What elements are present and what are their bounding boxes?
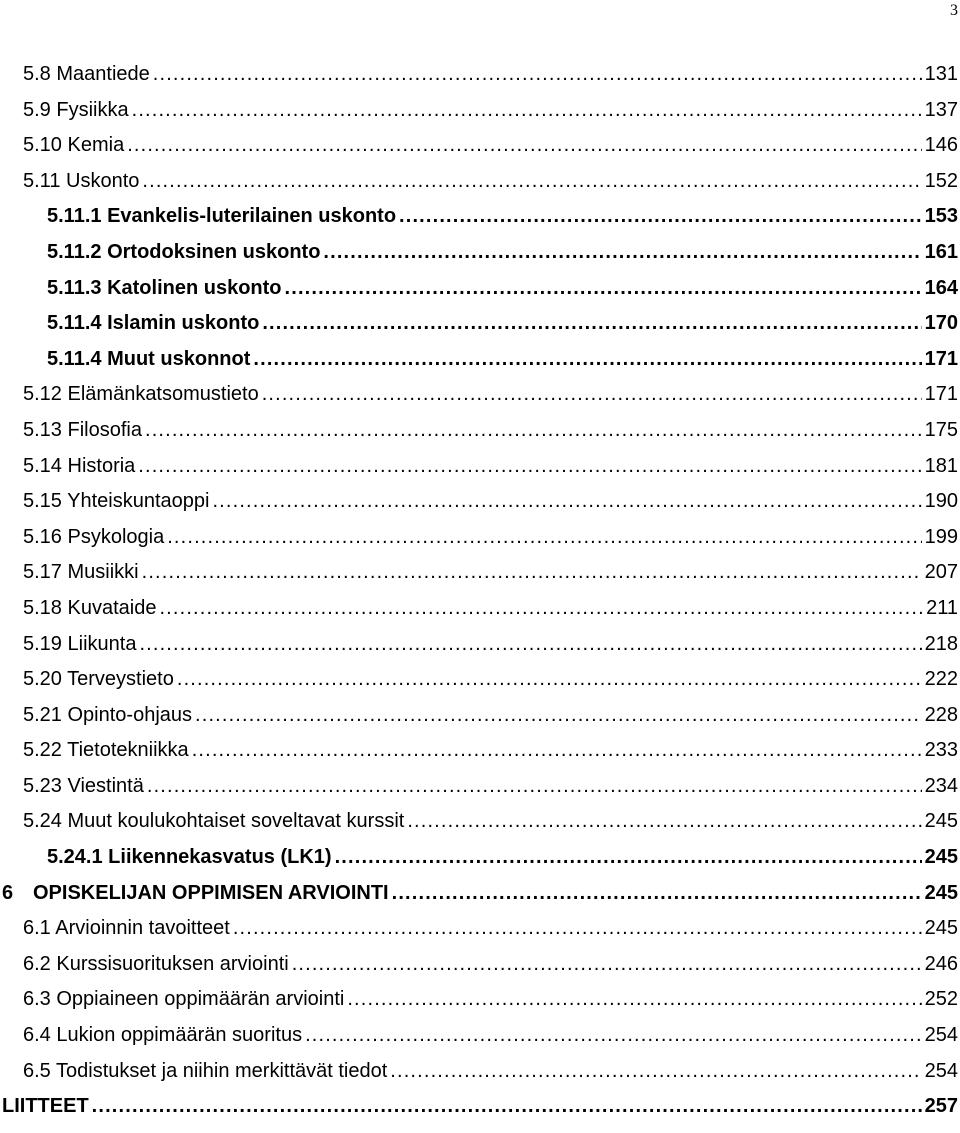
dot-leader — [335, 846, 922, 869]
toc-entry[interactable] — [0, 419, 960, 455]
toc-entry-page: 171 — [924, 383, 958, 406]
dot-leader — [92, 1095, 922, 1118]
toc-entry[interactable] — [0, 1060, 960, 1096]
toc-entry-title — [23, 775, 144, 798]
toc-entry-number: 6.4 — [23, 1024, 51, 1047]
toc-entry-page: 257 — [924, 1095, 958, 1118]
toc-entry-title — [23, 917, 230, 940]
toc-entry[interactable] — [0, 917, 960, 953]
dot-leader — [347, 988, 921, 1011]
toc-entry-number: 5.19 — [23, 632, 62, 655]
toc-entry-title — [47, 312, 259, 335]
toc-entry-text: Kuvataide — [67, 596, 157, 619]
toc-entry-text: Evankelis-luterilainen uskonto — [107, 205, 397, 228]
toc-entry[interactable] — [0, 597, 960, 633]
toc-entry-number: 5.13 — [23, 418, 62, 441]
toc-entry-title — [47, 277, 282, 300]
toc-entry-page: 190 — [924, 490, 958, 513]
toc-entry-page: 152 — [924, 169, 958, 192]
toc-entry-title — [23, 99, 129, 122]
toc-entry-text: Muut uskonnot — [107, 347, 251, 370]
toc-entry-page: 246 — [924, 952, 958, 975]
toc-entry[interactable] — [0, 846, 960, 882]
toc-entry[interactable] — [0, 668, 960, 704]
dot-leader — [159, 597, 923, 620]
toc-entry-page: 228 — [924, 703, 958, 726]
toc-entry-page: 164 — [924, 276, 958, 299]
dot-leader — [192, 739, 922, 762]
toc-entry-title — [23, 633, 136, 656]
toc-entry-number: 6.2 — [23, 952, 51, 975]
toc-entry-title — [23, 597, 156, 620]
toc-entry[interactable] — [0, 704, 960, 740]
toc-entry-page: 245 — [924, 846, 958, 869]
toc-entry[interactable] — [0, 99, 960, 135]
toc-entry[interactable] — [0, 205, 960, 241]
toc-entry-text: LIITTEET — [2, 1095, 89, 1118]
toc-entry-page: 207 — [924, 561, 958, 584]
toc-entry-title — [23, 134, 124, 157]
toc-entry-title — [23, 988, 344, 1011]
dot-leader — [127, 134, 921, 157]
toc-entry-number: 5.22 — [23, 739, 62, 762]
toc-entry-page: 175 — [924, 418, 958, 441]
toc-entry-number: 5.20 — [23, 668, 62, 691]
toc-entry-number: 5.11.3 — [47, 276, 102, 299]
toc-entry-number: 5.11.4 — [47, 312, 102, 335]
toc-entry-page: 199 — [924, 525, 958, 548]
toc-entry[interactable] — [0, 241, 960, 277]
dot-leader — [392, 882, 922, 905]
toc-entry-page: 153 — [924, 205, 958, 228]
toc-entry-text: Arvioinnin tavoitteet — [55, 917, 230, 940]
toc-entry-text: Fysiikka — [56, 98, 129, 121]
toc-entry-page: 252 — [924, 988, 958, 1011]
dot-leader — [407, 810, 921, 833]
toc-entry-title — [23, 668, 174, 691]
dot-leader — [292, 953, 922, 976]
toc-entry-number: 5.21 — [23, 703, 62, 726]
toc-entry-text: Kurssisuorituksen arviointi — [56, 952, 289, 975]
toc-entry-title — [23, 953, 289, 976]
page-number: 3 — [950, 2, 958, 19]
toc-entry-title — [23, 561, 139, 584]
toc-entry-number: 5.11.1 — [47, 205, 102, 228]
toc-entry-page: 234 — [924, 774, 958, 797]
toc-entry-page: 146 — [924, 134, 958, 157]
toc-entry-number: 5.9 — [23, 98, 51, 121]
toc-entry-text: Elämänkatsomustieto — [67, 383, 259, 406]
toc-entry-title — [47, 205, 396, 228]
toc-entry-page: 171 — [924, 347, 958, 370]
dot-leader — [212, 490, 921, 513]
toc-entry-text: Ortodoksinen uskonto — [107, 240, 321, 263]
toc-entry-title — [23, 739, 189, 762]
dot-leader — [145, 419, 922, 442]
toc-entry-title — [23, 170, 139, 193]
toc-entry[interactable] — [0, 1095, 960, 1131]
toc-entry-title — [23, 810, 404, 833]
toc-entry-number: 5.11.2 — [47, 240, 102, 263]
toc-entry-text: Katolinen uskonto — [107, 276, 282, 299]
toc-entry-title — [23, 490, 209, 513]
toc-entry-title — [23, 526, 164, 549]
toc-entry-number: 5.24 — [23, 810, 62, 833]
toc-entry-text: Uskonto — [66, 169, 140, 192]
toc-entry[interactable] — [0, 526, 960, 562]
toc-entry-number: 5.15 — [23, 490, 62, 513]
toc-entry[interactable] — [0, 348, 960, 384]
toc-entry-title — [23, 383, 259, 406]
toc-entry-text: Yhteiskuntaoppi — [67, 490, 210, 513]
dot-leader — [262, 312, 921, 335]
toc-entry-page: 245 — [924, 917, 958, 940]
toc-entry-number: 5.16 — [23, 525, 62, 548]
toc-entry[interactable] — [0, 312, 960, 348]
toc-entry-text: Liikennekasvatus (LK1) — [108, 846, 332, 869]
toc-entry-title — [23, 455, 135, 478]
dot-leader — [139, 633, 921, 656]
toc-entry-title — [23, 704, 192, 727]
dot-leader — [285, 277, 922, 300]
toc-entry-page: 170 — [924, 312, 958, 335]
toc-entry-number: 6.5 — [23, 1059, 51, 1082]
toc-entry-text: Psykologia — [67, 525, 165, 548]
toc-entry-text: Filosofia — [67, 418, 142, 441]
dot-leader — [153, 63, 922, 86]
dot-leader — [399, 205, 922, 228]
toc-entry-number: 5.18 — [23, 596, 62, 619]
toc-entry-text: Historia — [67, 454, 136, 477]
toc-entry-text: Tietotekniikka — [67, 739, 189, 762]
toc-entry-text: Oppiaineen oppimäärän arviointi — [56, 988, 345, 1011]
toc-entry-text: Maantiede — [56, 63, 150, 85]
toc-entry-title — [2, 882, 389, 905]
toc-entry-text: Islamin uskonto — [107, 312, 260, 335]
dot-leader — [138, 455, 921, 478]
toc-entry-number: 5.17 — [23, 561, 62, 584]
toc-entry-text: Lukion oppimäärän suoritus — [56, 1024, 303, 1047]
toc-entry-page: 245 — [924, 881, 958, 904]
toc-entry[interactable] — [0, 561, 960, 597]
toc-entry-number: 5.10 — [23, 134, 62, 157]
toc-entry-text: Muut koulukohtaiset soveltavat kurssit — [67, 810, 405, 833]
toc-entry-text: Todistukset ja niihin merkittävät tiedot — [56, 1059, 388, 1082]
toc-entry-page: 181 — [924, 454, 958, 477]
toc-entry-number: 6.3 — [23, 988, 51, 1011]
toc-entry-title — [23, 1060, 387, 1083]
toc-entry-number: 5.12 — [23, 383, 62, 406]
toc-entry-number: 5.23 — [23, 774, 62, 797]
dot-leader — [390, 1060, 921, 1083]
toc-entry-number: 6 — [2, 881, 14, 904]
dot-leader — [177, 668, 922, 691]
toc-entry-page: 137 — [924, 98, 958, 121]
toc-entry[interactable] — [0, 988, 960, 1024]
toc-entry-title — [23, 419, 142, 442]
toc-entry-page: 218 — [924, 632, 958, 655]
toc-entry[interactable] — [0, 170, 960, 206]
toc-entry-page: 254 — [924, 1059, 958, 1082]
dot-leader — [305, 1024, 922, 1047]
toc-entry[interactable] — [0, 633, 960, 669]
toc-entry[interactable] — [0, 277, 960, 313]
toc-entry-page: 222 — [924, 668, 958, 691]
toc-entry-text: Liikunta — [67, 632, 137, 655]
dot-leader — [147, 775, 922, 798]
toc-entry[interactable] — [0, 1024, 960, 1060]
toc-entry-number: 5.24.1 — [47, 846, 103, 869]
dot-leader — [323, 241, 921, 264]
dot-leader — [195, 704, 922, 727]
toc-entry-number: 6.1 — [23, 917, 51, 940]
toc-entry-text: OPISKELIJAN OPPIMISEN ARVIOINTI — [33, 881, 389, 904]
toc-entry[interactable] — [0, 953, 960, 989]
toc-entry-number: 5.11 — [23, 169, 61, 192]
toc-entry-title — [23, 1024, 302, 1047]
toc-entry-title — [2, 1095, 89, 1118]
toc-entry-number: 5.11.4 — [47, 347, 102, 370]
toc-entry[interactable] — [0, 882, 960, 918]
toc-entry-text: Musiikki — [67, 561, 139, 584]
dot-leader — [233, 917, 922, 940]
toc-entry-text: Viestintä — [67, 774, 144, 797]
toc-entry[interactable] — [0, 775, 960, 811]
toc-entry-title — [47, 348, 250, 371]
toc-entry-page: 131 — [924, 63, 958, 85]
dot-leader — [253, 348, 921, 371]
toc-entry[interactable] — [0, 739, 960, 775]
toc-entry-page: 211 — [926, 596, 958, 619]
toc-entry[interactable] — [0, 490, 960, 526]
toc-entry[interactable] — [0, 134, 960, 170]
toc-entry[interactable] — [0, 63, 960, 99]
toc-entry[interactable] — [0, 810, 960, 846]
table-of-contents — [0, 63, 960, 1131]
toc-entry-page: 233 — [924, 739, 958, 762]
dot-leader — [262, 383, 922, 406]
dot-leader — [167, 526, 921, 549]
dot-leader — [142, 561, 922, 584]
toc-entry-text: Opinto-ohjaus — [67, 703, 193, 726]
toc-entry-text: Kemia — [67, 134, 125, 157]
toc-entry-page: 245 — [924, 810, 958, 833]
toc-entry-number: 5.14 — [23, 454, 62, 477]
dot-leader — [142, 170, 921, 193]
toc-entry[interactable] — [0, 383, 960, 419]
toc-entry-title — [23, 63, 150, 86]
toc-entry-title — [47, 241, 320, 264]
toc-entry-text: Terveystieto — [67, 668, 174, 691]
toc-entry-page: 254 — [924, 1024, 958, 1047]
toc-entry-page: 161 — [924, 240, 958, 263]
toc-entry-number: 5.8 — [23, 63, 51, 85]
toc-entry[interactable] — [0, 455, 960, 491]
dot-leader — [132, 99, 922, 122]
toc-entry-title — [47, 846, 332, 869]
